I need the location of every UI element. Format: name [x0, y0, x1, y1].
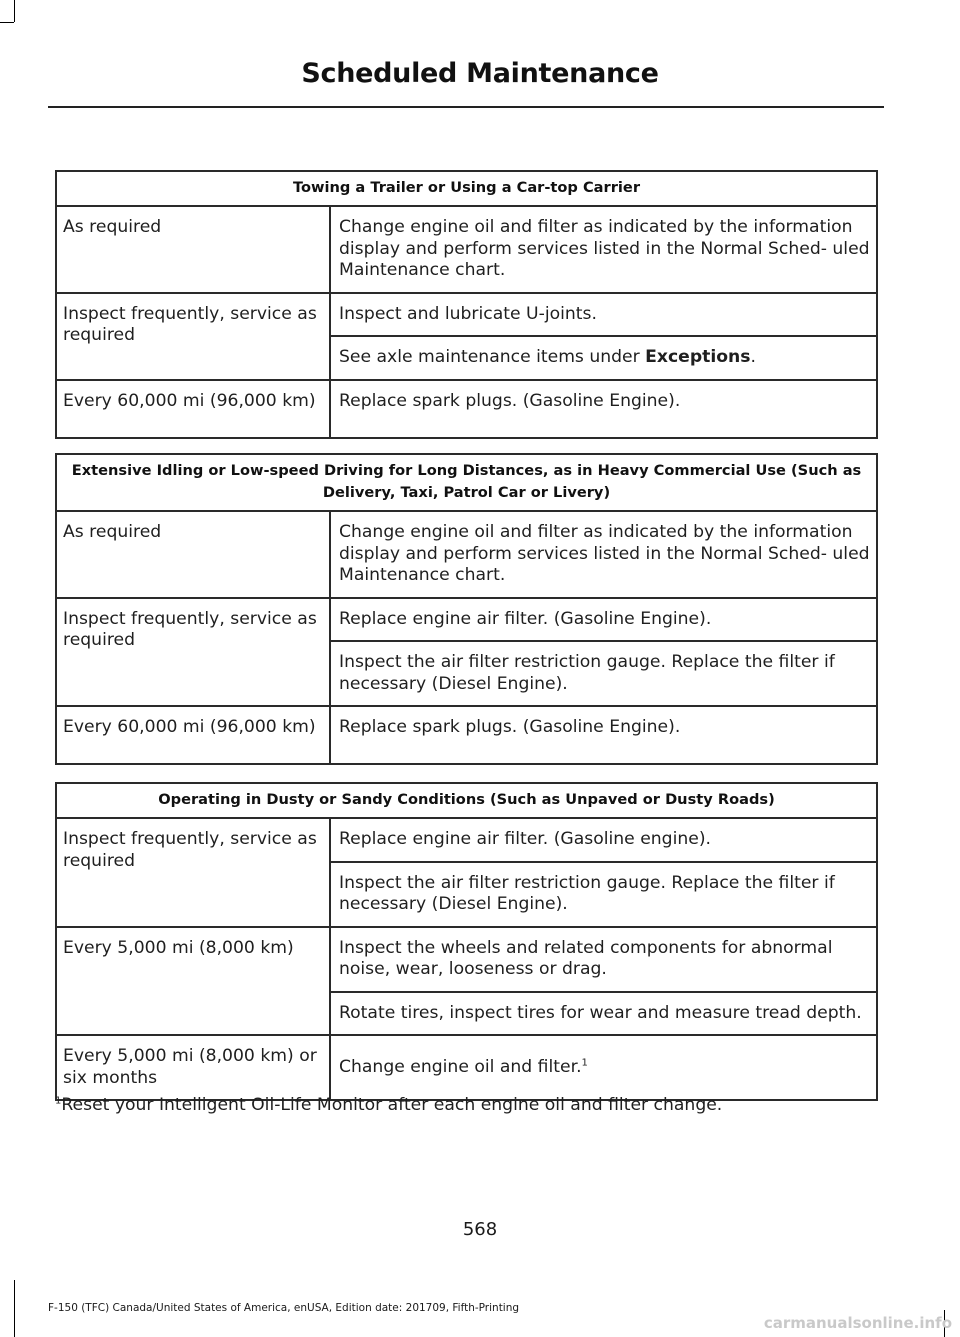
service-cell — [330, 1035, 877, 1100]
interval-cell: Every 60,000 mi (96,000 km) — [56, 706, 330, 764]
service-cell — [330, 336, 877, 380]
table-row — [56, 818, 877, 862]
service-text-end: . — [750, 347, 756, 367]
service-cell: Change engine oil and filter as indicated by the information display and perform services listed in the Normal Sched- uled Maintenance chart. — [330, 206, 877, 293]
table-title: Operating in Dusty or Sandy Conditions (Such as Unpaved or Dusty Roads) — [56, 783, 877, 818]
service-cell: Inspect the air filter restriction gauge. Replace the filter if necessary (Diesel Engine). — [330, 641, 877, 706]
table-row — [56, 380, 877, 438]
page-number: 568 — [462, 1219, 498, 1240]
table-row — [56, 927, 877, 992]
footnote-reference: 1 — [581, 1057, 588, 1069]
service-text: See axle maintenance items under — [339, 347, 646, 367]
table-row — [56, 598, 877, 642]
table-title: Towing a Trailer or Using a Car-top Carrier — [56, 171, 877, 206]
watermark: carmanualsonline.info — [763, 1314, 952, 1332]
title-divider — [48, 106, 884, 108]
service-cell: Replace engine air filter. (Gasoline Engine). — [330, 598, 877, 642]
exceptions-reference: Exceptions — [645, 347, 751, 367]
footnote-mark: 1 — [55, 1095, 62, 1107]
interval-cell: As required — [56, 206, 330, 293]
interval-cell: Inspect frequently, service as required — [56, 818, 330, 927]
table-row — [56, 293, 877, 337]
crop-mark-bottom-left-vertical — [14, 1280, 15, 1337]
edition-info: F-150 (TFC) Canada/United States of America, enUSA, Edition date: 201709, Fifth-Printing — [48, 1302, 520, 1314]
service-cell: Inspect and lubricate U-joints. — [330, 293, 877, 337]
service-cell: Rotate tires, inspect tires for wear and measure tread depth. — [330, 992, 877, 1036]
interval-cell: Inspect frequently, service as required — [56, 598, 330, 707]
service-cell: Change engine oil and filter as indicated by the information display and perform services listed in the Normal Sched- uled Maintenance chart. — [330, 511, 877, 598]
service-cell: Inspect the air filter restriction gauge. Replace the filter if necessary (Diesel Engine). — [330, 862, 877, 927]
dusty-conditions-table — [55, 782, 878, 1101]
interval-cell: Inspect frequently, service as required — [56, 293, 330, 380]
table-row — [56, 206, 877, 293]
service-text: Change engine oil and filter. — [339, 1056, 582, 1077]
interval-cell: Every 5,000 mi (8,000 km) or six months — [56, 1035, 330, 1100]
service-cell: Replace spark plugs. (Gasoline Engine). — [330, 380, 877, 438]
service-cell: Replace spark plugs. (Gasoline Engine). — [330, 706, 877, 764]
footnote-text: Reset your Intelligent Oil-Life Monitor after each engine oil and filter change. — [61, 1095, 723, 1115]
idling-table — [55, 453, 878, 765]
interval-cell: Every 5,000 mi (8,000 km) — [56, 927, 330, 1036]
table-row — [56, 1035, 877, 1100]
table-row — [56, 706, 877, 764]
table-row — [56, 511, 877, 598]
interval-cell: As required — [56, 511, 330, 598]
footnote — [55, 1095, 722, 1115]
towing-table — [55, 170, 878, 439]
service-cell: Inspect the wheels and related components for abnormal noise, wear, looseness or drag. — [330, 927, 877, 992]
service-cell: Replace engine air filter. (Gasoline engine). — [330, 818, 877, 862]
crop-mark-top-left-vertical — [14, 0, 15, 22]
table-title: Extensive Idling or Low-speed Driving for Long Distances, as in Heavy Commercial Use (Such as Delivery, Taxi, Patrol Car or Livery) — [56, 454, 877, 511]
page-title: Scheduled Maintenance — [301, 58, 659, 89]
crop-mark-top-left-horizontal — [0, 22, 14, 23]
interval-cell: Every 60,000 mi (96,000 km) — [56, 380, 330, 438]
